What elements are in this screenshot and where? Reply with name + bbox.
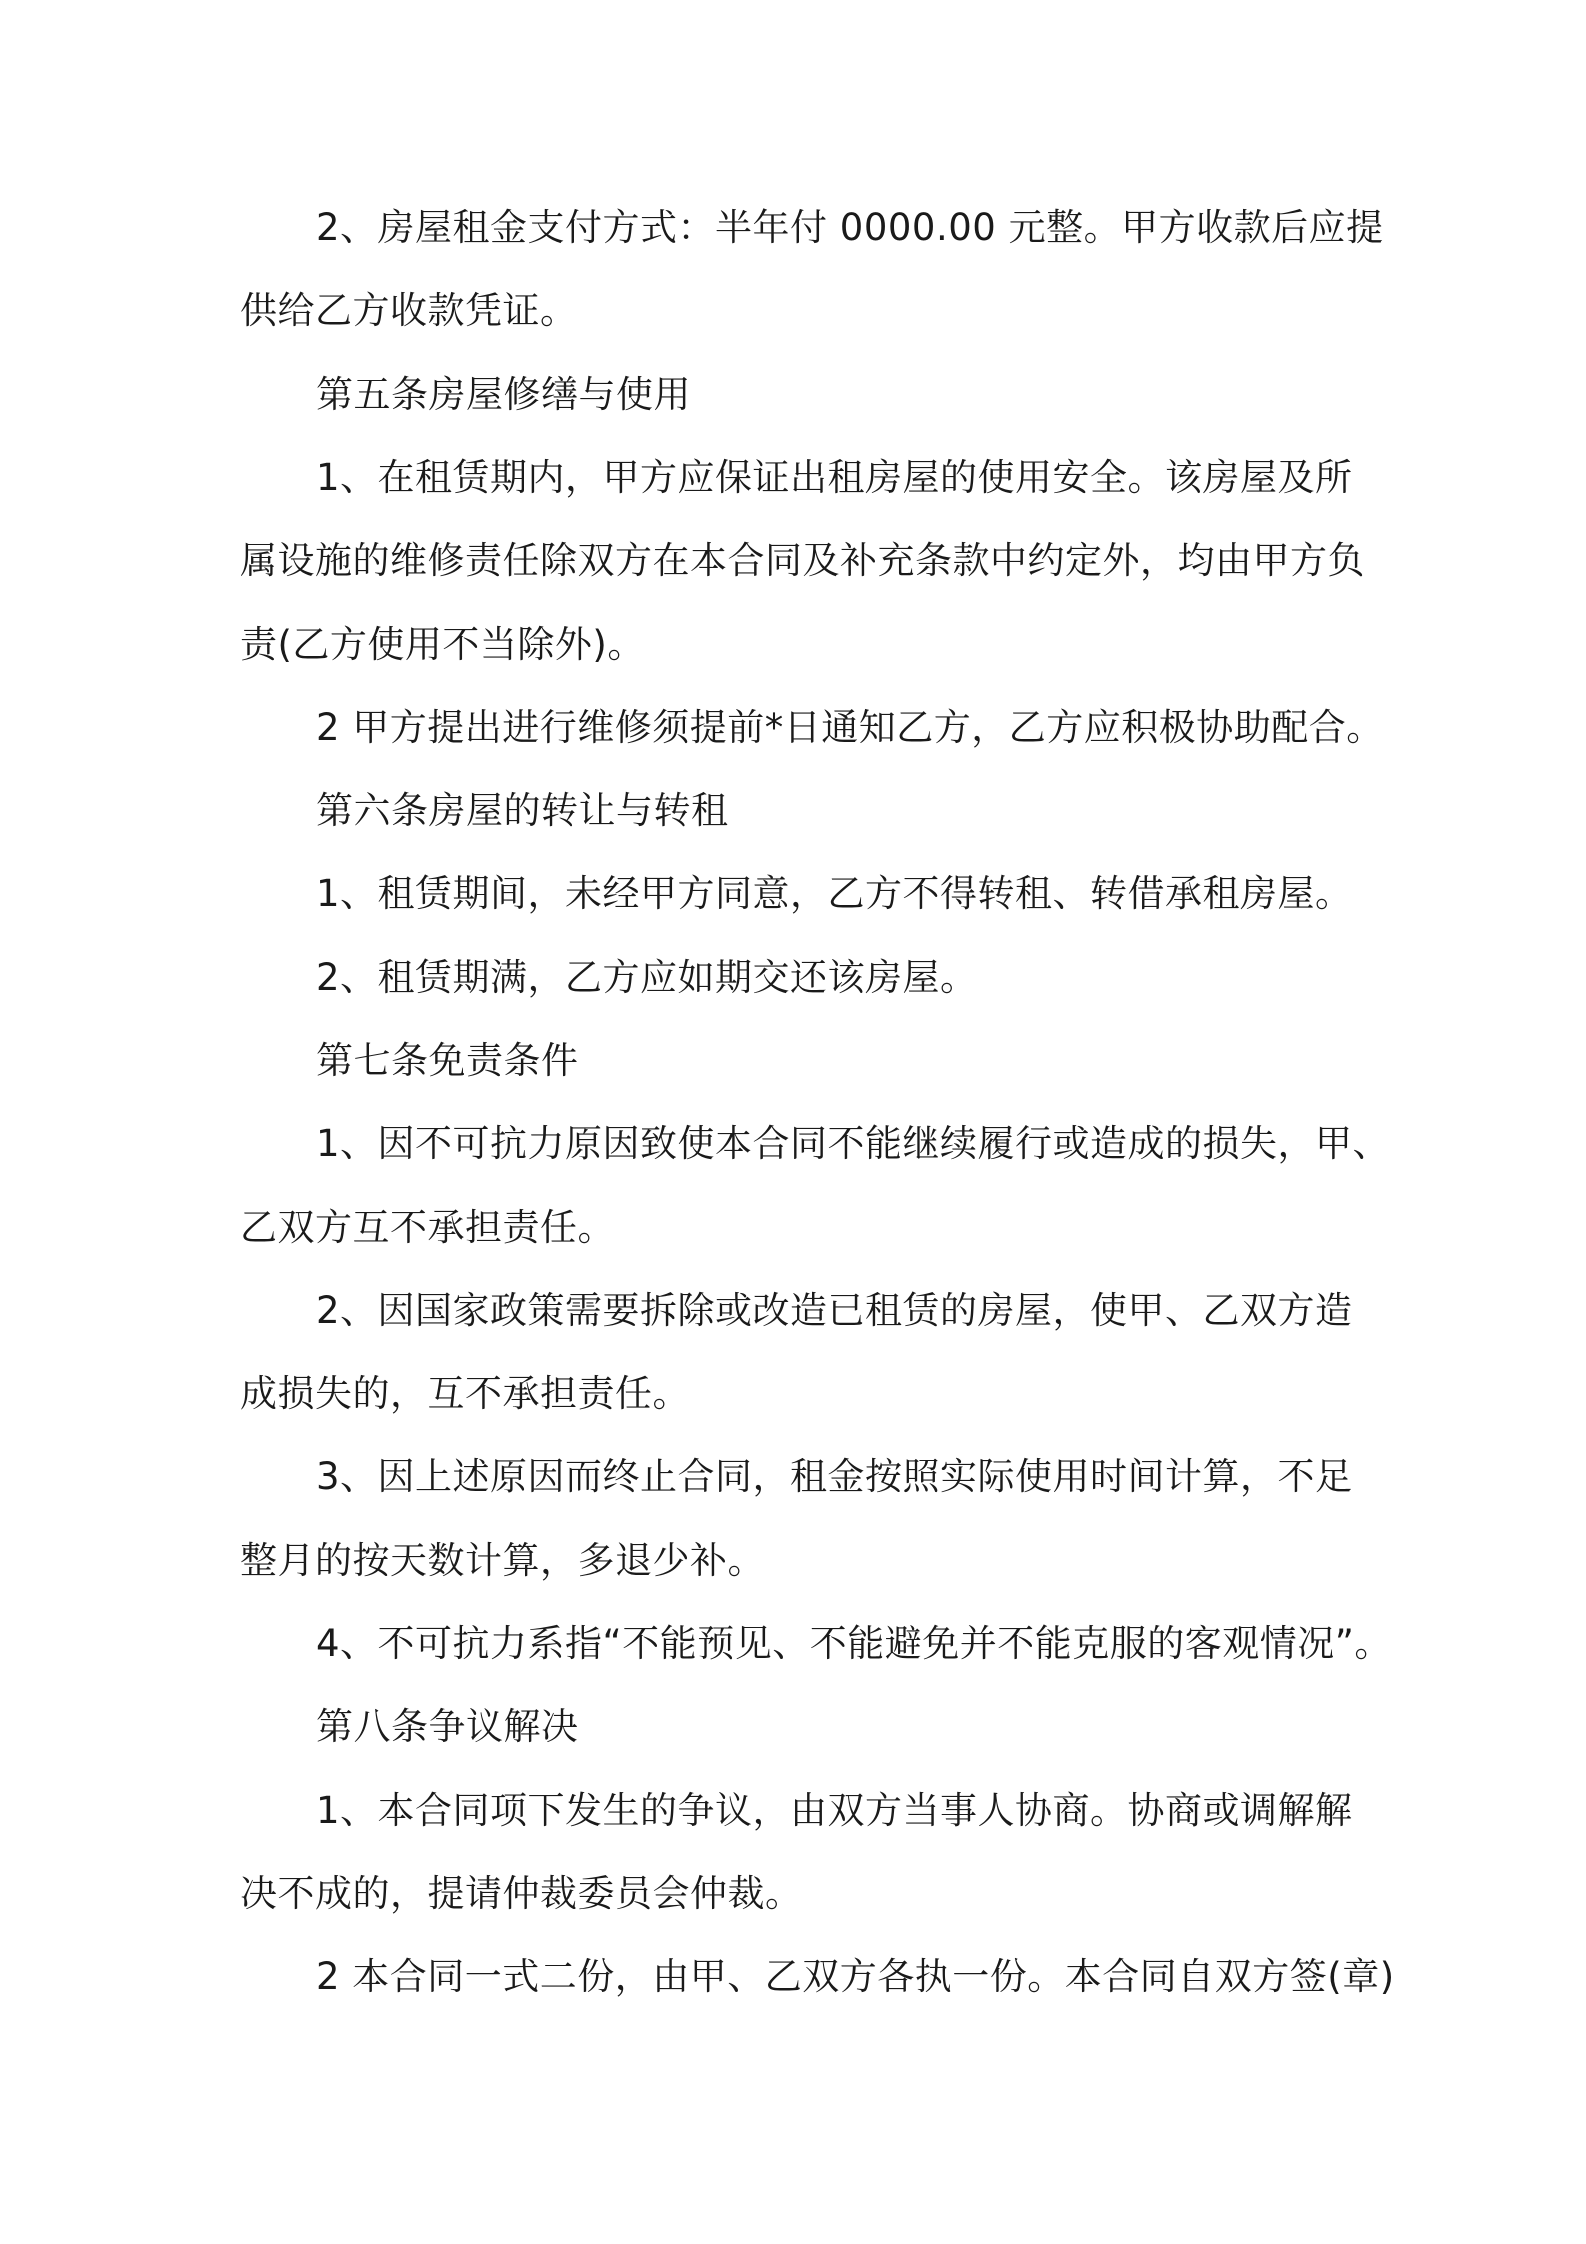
article-5-clause-2: 2 甲方提出进行维修须提前*日通知乙方，乙方应积极协助配合。 [316, 706, 1384, 749]
article-8-heading: 第八条争议解决 [316, 1705, 579, 1748]
article-8-clause-1-line-2: 决不成的，提请仲裁委员会仲裁。 [240, 1872, 803, 1915]
article-7-clause-1-line-1: 1、因不可抗力原因致使本合同不能继续履行或造成的损失，甲、 [316, 1122, 1391, 1165]
article-7-heading: 第七条免责条件 [316, 1039, 579, 1082]
article-7-clause-1-line-2: 乙双方互不承担责任。 [240, 1206, 615, 1249]
article-6-heading: 第六条房屋的转让与转租 [316, 789, 729, 832]
article-5-clause-1-line-1: 1、在租赁期内，甲方应保证出租房屋的使用安全。该房屋及所 [316, 456, 1353, 499]
article-7-clause-3-line-1: 3、因上述原因而终止合同，租金按照实际使用时间计算，不足 [316, 1455, 1353, 1498]
article-5-heading: 第五条房屋修缮与使用 [316, 373, 691, 416]
article-6-clause-2: 2、租赁期满，乙方应如期交还该房屋。 [316, 956, 978, 999]
article-5-clause-1-line-3: 责(乙方使用不当除外)。 [240, 623, 645, 666]
article-7-clause-2-line-1: 2、因国家政策需要拆除或改造已租赁的房屋，使甲、乙双方造 [316, 1289, 1353, 1332]
article-6-clause-1: 1、租赁期间，未经甲方同意，乙方不得转租、转借承租房屋。 [316, 872, 1353, 915]
article-7-clause-3-line-2: 整月的按天数计算，多退少补。 [240, 1539, 765, 1582]
article-5-clause-1-line-2: 属设施的维修责任除双方在本合同及补充条款中约定外，均由甲方负 [240, 539, 1365, 582]
payment-method-line-2: 供给乙方收款凭证。 [240, 289, 578, 332]
payment-method-line-1: 2、房屋租金支付方式：半年付 0000.00 元整。甲方收款后应提 [316, 206, 1384, 249]
article-8-clause-2: 2 本合同一式二份，由甲、乙双方各执一份。本合同自双方签(章) [316, 1955, 1395, 1998]
article-7-clause-4: 4、不可抗力系指“不能预见、不能避免并不能克服的客观情况”。 [316, 1622, 1392, 1665]
article-7-clause-2-line-2: 成损失的，互不承担责任。 [240, 1372, 690, 1415]
article-8-clause-1-line-1: 1、本合同项下发生的争议，由双方当事人协商。协商或调解解 [316, 1789, 1353, 1832]
